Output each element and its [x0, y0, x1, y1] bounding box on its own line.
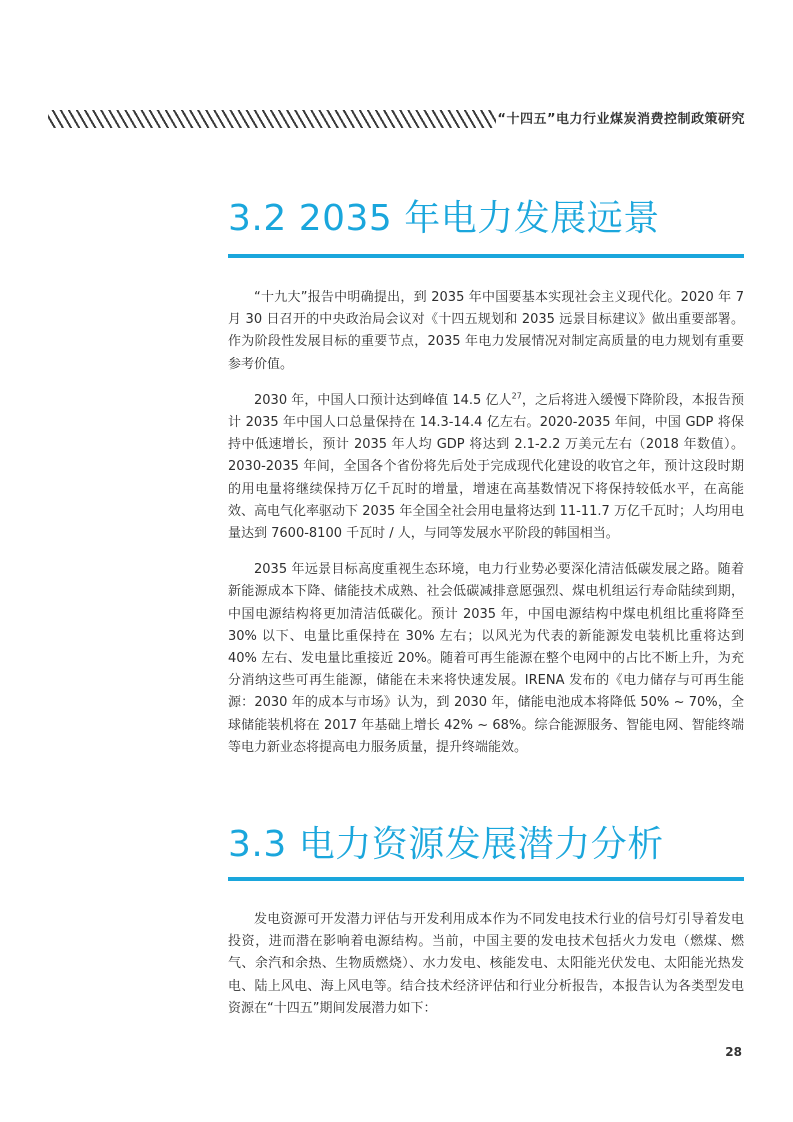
paragraph-1: “十九大”报告中明确提出，到 2035 年中国要基本实现社会主义现代化。2020 年 7 月 30 日召开的中央政治局会议对《十四五规划和 2035 远景目标建议》做出重要部署。作为阶段性发展目标的重要节点，2035 年电力发展情况对制定高质量的电力规划有重要参考价值。: [228, 290, 744, 372]
section-rule-3-2: [228, 254, 744, 258]
paragraph-3: 2035 年远景目标高度重视生态环境，电力行业势必要深化清洁低碳发展之路。随着新能源成本下降、储能技术成熟、社会低碳减排意愿强烈、煤电机组运行寿命陆续到期，中国电源结构将更加清洁低碳化。预计 2035 年，中国电源结构中煤电机组比重将降至 30% 以下、电量比重保持在 30% 左右；以风光为代表的新能源发电装机比重将达到 40% 左右、发电量比重接近 20%。随着可再生能源在整个电网中的占比不断上升，为充分消纳这些可再生能源，储能在未来将快速发展。IRENA 发布的《电力储存与可再生能源：2030 年的成本与市场》认为，到 2030 年，储能电池成本将降低 50% ~ 70%，全球储能装机将在 2017 年基础上增长 42% ~ 68%。综合能源服务、智能电网、智能终端等电力新业态将提高电力服务质量，提升终端能效。: [228, 562, 744, 755]
paragraph-2: [228, 390, 744, 545]
section-title-3-3: 3.3 电力资源发展潜力分析: [228, 824, 664, 865]
header-stripe-decoration: [48, 110, 496, 128]
paragraph-2-lead: 2030 年，中国人口预计达到峰值 14.5 亿人: [254, 392, 512, 408]
paragraph-2-body: 之后将进入缓慢下降阶段，本报告预计 2035 年中国人口总量保持在 14.3-14.4 亿左右。2020-2035 年间，中国 GDP 将保持中低速增长，预计 2035 年人均 GDP 将达到 2.1-2.2 万美元左右（2018 年数值）。2030-2035 年间，全国各个省份将先后处于完成现代化建设的收官之年，预计这段时期的用电量将继续保持万亿千瓦时的增量，增速在高基数情况下将保持较低水平，在高能效、高电气化率驱动下 2035 年全国全社会用电量将达到 11-11.7 万亿千瓦时；人均用电量达到 7600-8100 千瓦时 / 人，与同等发展水平阶段的韩国相当。: [228, 392, 744, 542]
section-title-3-2: 3.2 2035 年电力发展远景: [228, 198, 660, 239]
section-body-3-3: [228, 909, 744, 1034]
footnote-marker: 27: [511, 391, 522, 401]
paragraph-2-comma: ，: [521, 392, 535, 408]
section-rule-3-3: [228, 877, 744, 881]
running-header-title: “十四五”电力行业煤炭消费控制政策研究: [497, 112, 745, 127]
section-body-3-2: [228, 287, 744, 773]
page-number: 28: [725, 1045, 742, 1059]
paragraph-4: 发电资源可开发潜力评估与开发利用成本作为不同发电技术行业的信号灯引导着发电投资，进而潜在影响着电源结构。当前，中国主要的发电技术包括火力发电（燃煤、燃气、余汽和余热、生物质燃烧）、水力发电、核能发电、太阳能光伏发电、太阳能光热发电、陆上风电、海上风电等。结合技术经济评估和行业分析报告，本报告认为各类型发电资源在“十四五”期间发展潜力如下：: [228, 912, 744, 1016]
